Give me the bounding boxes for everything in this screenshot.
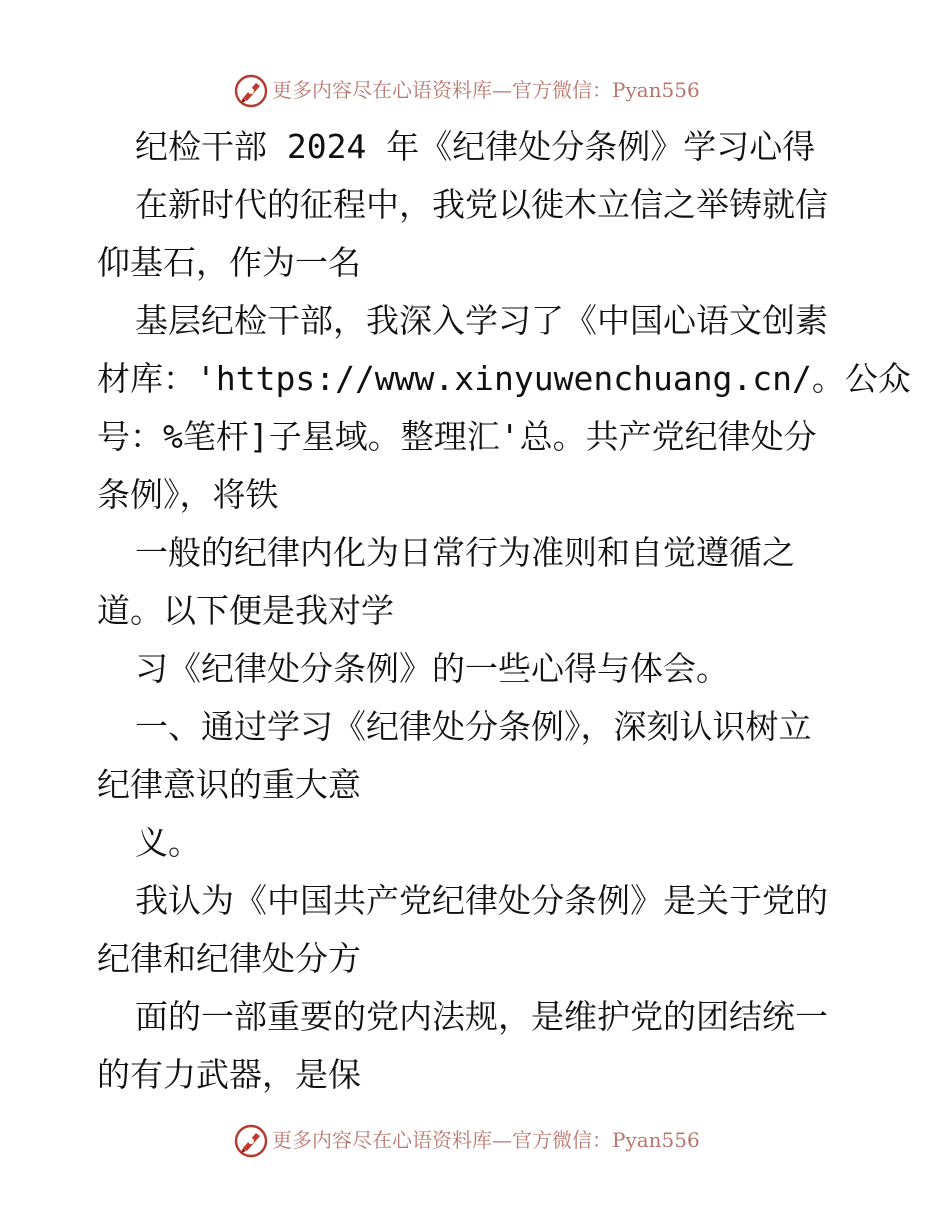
footer-watermark-banner bbox=[0, 1120, 950, 1160]
text-line: 号：%笔杆]子星域。整理汇'总。共产党纪律处分 bbox=[97, 417, 817, 456]
text-line: 材库：'https://www.xinyuwenchuang.cn/。公众 bbox=[97, 359, 911, 398]
pen-logo-icon bbox=[234, 1124, 268, 1158]
banner-text: 更多内容尽在心语资料库—官方微信：Pyan556 bbox=[272, 78, 700, 102]
text-line: 面的一部重要的党内法规，是维护党的团结统一 bbox=[135, 997, 828, 1036]
text-line: 纪律和纪律处分方 bbox=[97, 939, 361, 978]
pen-logo-icon bbox=[234, 74, 268, 108]
text-line: 习《纪律处分条例》的一些心得与体会。 bbox=[135, 649, 729, 688]
text-line: 的有力武器，是保 bbox=[97, 1055, 361, 1094]
text-line: 仰基石，作为一名 bbox=[97, 243, 361, 282]
text-line: 纪律意识的重大意 bbox=[97, 765, 361, 804]
banner-text: 更多内容尽在心语资料库—官方微信：Pyan556 bbox=[272, 1128, 700, 1152]
text-line: 一般的纪律内化为日常行为准则和自觉遵循之 bbox=[135, 533, 795, 572]
document-title-line: 纪检干部 2024 年《纪律处分条例》学习心得 bbox=[135, 127, 816, 166]
text-line: 义。 bbox=[135, 823, 201, 862]
text-line: 基层纪检干部，我深入学习了《中国心语文创素 bbox=[135, 301, 828, 340]
text-line: 条例》，将铁 bbox=[97, 475, 279, 514]
text-line: 一、通过学习《纪律处分条例》，深刻认识树立 bbox=[135, 707, 812, 746]
document-body bbox=[97, 118, 911, 1104]
text-line: 在新时代的征程中，我党以徙木立信之举铸就信 bbox=[135, 185, 828, 224]
header-watermark-banner bbox=[0, 70, 950, 110]
text-line: 我认为《中国共产党纪律处分条例》是关于党的 bbox=[135, 881, 828, 920]
text-line: 道。以下便是我对学 bbox=[97, 591, 394, 630]
